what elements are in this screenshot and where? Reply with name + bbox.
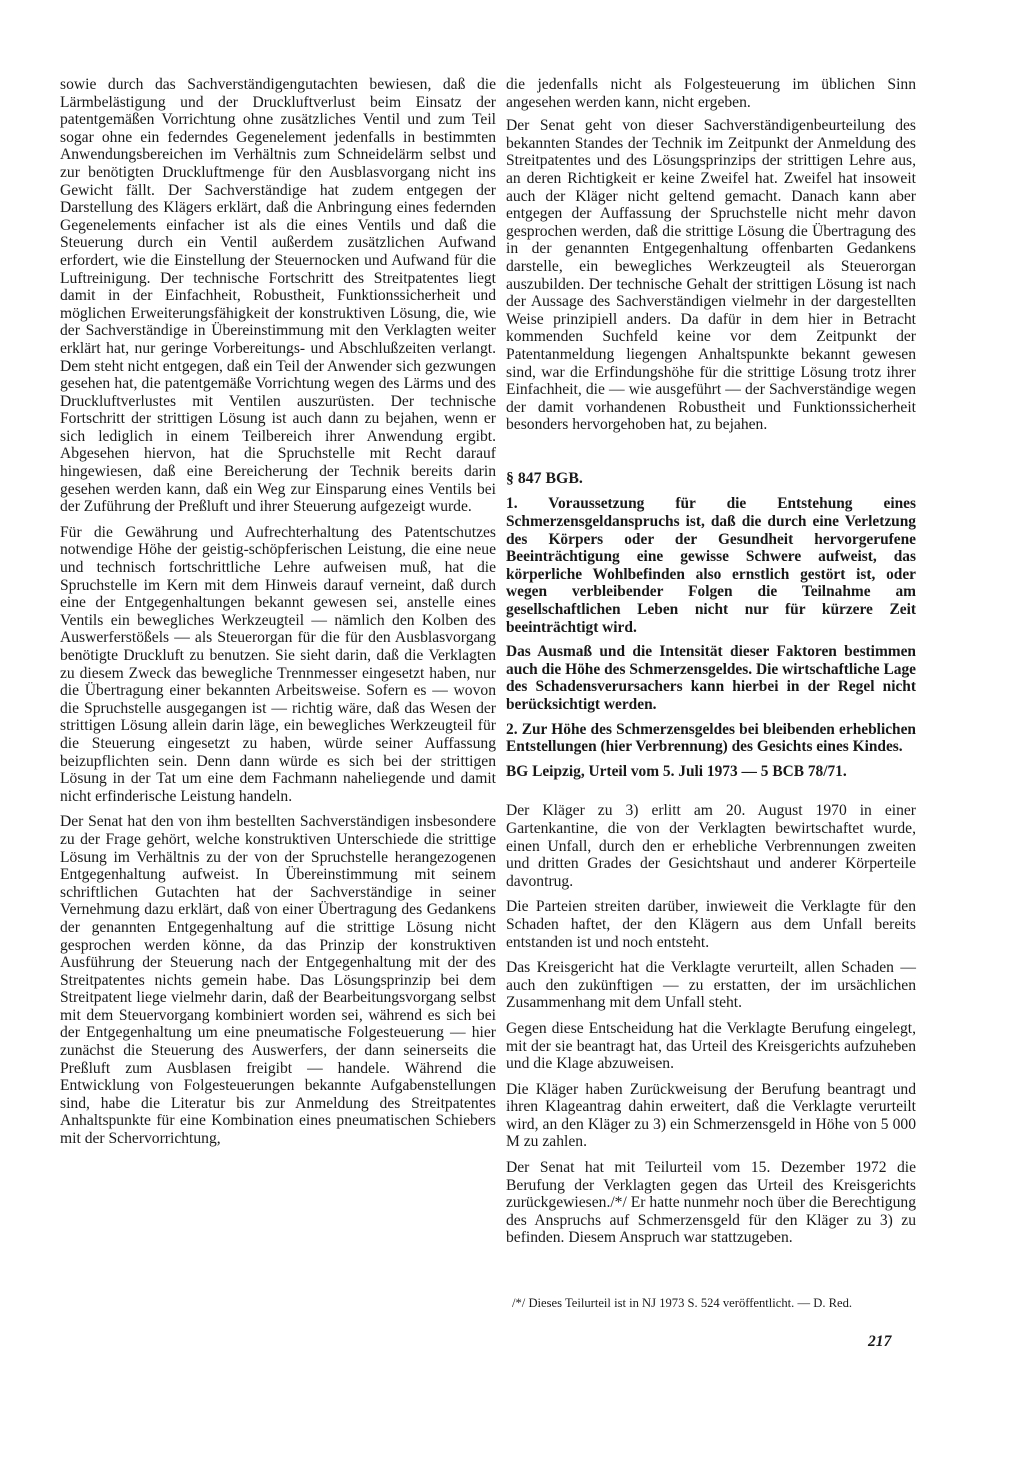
paragraph: Der Kläger zu 3) erlitt am 20. August 1970 in einer Gartenkantine, die von der Verklagten bewirtschaftet wurde, einen Unfall, durch den er erhebliche Verbrennungen zweiten und dritten Grades der Gesichtshaut und anderer Körperteile davontrug. [506, 802, 916, 890]
section-heading: § 847 BGB. [506, 469, 583, 487]
left-column [60, 76, 496, 1156]
page-number: 217 [868, 1333, 892, 1350]
paragraph: Der Senat hat den von ihm bestellten Sachverständigen insbesondere zu der Frage gehört, welche konstruktiven Unterschiede die strittige Lösung im Verhältnis zu der von der Spruchstelle herangezogenen Entgegenhaltung aufweist. In Übereinstimmung mit seinem schriftlichen Gutachten hat der Sachverständige in seiner Vernehmung dazu erklärt, daß von einer Übertragung des Gedankens der genannten Entgegenhaltung auf die strittige Lösung nicht gesprochen werden könne, da das Prinzip der konstruktiven Ausführung der Steuerung nach der Entgegenhaltung mit der des Streitpatentes nichts gemein habe. Das Lösungsprinzip bei dem Streitpatent liege vielmehr darin, daß der Bearbeitungsvorgang selbst mit dem Steuervorgang kombiniert worden sei, während es sich bei der Entgegenhaltung um eine pneumatische Folgesteuerung — hier zunächst die Steuerung des Auswerfers, der dann seinerseits die Preßluft zum Ausblasen freigibt — handele. Während die Entwicklung von Folgesteuerungen bekannte Aufgabenstellungen sind, habe die Literatur bis zur Anmeldung des Streitpatentes Anhaltspunkte für eine Kombination eines pneumatischen Schiebers mit der Schervorrichtung, [60, 813, 496, 1148]
headnote: 2. Zur Höhe des Schmerzensgeldes bei bleibenden erheblichen Entstellungen (hier Verbrennung) des Gesichts eines Kindes. [506, 720, 916, 756]
paragraph: Der Senat geht von dieser Sachverständigenbeurteilung des bekannten Standes der Technik im Zeitpunkt der Anmeldung des Streitpatentes und des Lösungsprinzips der strittigen Lehre aus, an deren Richtigkeit er keine Zweifel hat. Zweifel hat insoweit auch der Kläger nicht geltend gemacht. Danach kann aber entgegen der Auffassung der Spruchstelle nicht mehr davon gesprochen werden, daß die strittige Lösung die Übertragung des in der genannten Entgegenhaltung offenbarten Gedankens darstelle, ein bewegliches Werkzeugteil als Steuerorgan auszubilden. Der technische Gehalt der strittigen Lösung ist nach der Aussage des Sachverständigen vielmehr in der dargestellten Weise prinzipiell anders. Da dafür in dem hier in Betracht kommenden Suchfeld keine vor dem Zeitpunkt der Patentanmeldung liegengen Anhaltspunkte bekannt gewesen sind, war die Erfindungshöhe für die strittige Lösung trotz ihrer Einfachheit, die — wie ausgeführt — der Sachverständige wegen der damit vorhandenen Robustheit und Funktionssicherheit besonders hervorgehoben hat, zu bejahen. [506, 117, 916, 434]
headnote: 1. Voraussetzung für die Entstehung eines Schmerzensgeldanspruchs ist, daß die durch eine Verletzung des Körpers oder der Gesundheit hervorgerufene Beeinträchtigung eine gewisse Schwere aufweist, das körperliche Wohlbefinden also ernstlich gestört ist, oder wegen verbleibender Folgen die Teilnahme am gesellschaftlichen Leben nicht nur für kürzere Zeit beeinträchtigt wird. [506, 495, 916, 636]
case-citation: BG Leipzig, Urteil vom 5. Juli 1973 — 5 BCB 78/71. [506, 762, 847, 780]
paragraph: Für die Gewährung und Aufrechterhaltung des Patentschutzes notwendige Höhe der geistig-schöpferischen Leistung, die eine neue und technisch fortschrittliche Lehre aufweisen muß, hat die Spruchstelle im Kern mit dem Hinweis darauf verneint, daß durch eine der Entgegenhaltungen bekannt gewesen sei, anstelle eines Ventils ein bewegliches Werkzeugteil — nämlich den Kolben des Auswerferstößels — als Steuerorgan für die für den Ausblasvorgang benötigte Druckluft zu benutzen. Sie sieht darin, daß die Verklagten zu diesem Zweck das bewegliche Trennmesser eingesetzt haben, nur die Übertragung einer bekannten Arbeitsweise. Sofern es — wovon die Spruchstelle ausgegangen ist — richtig wäre, daß das Wesen der strittigen Lösung allein darin läge, ein bewegliches Werkzeugteil für die Steuerung eingesetzt zu haben, würde seiner Auffassung beizupflichten sein. Denn dann würde es sich bei der strittigen Lösung in der Tat um eine dem Fachmann naheliegende und damit nicht erfinderische Leistung handeln. [60, 523, 496, 805]
paragraph: Die Kläger haben Zurückweisung der Berufung beantragt und ihren Klageantrag dahin erweitert, daß die Verklagte verurteilt wird, an den Kläger zu 3) ein Schmerzensgeld in Höhe von 5 000 M zu zahlen. [506, 1080, 916, 1151]
footnote: /*/ Dieses Teilurteil ist in NJ 1973 S. 524 veröffentlicht. — D. Red. [512, 1296, 853, 1310]
right-column [506, 76, 916, 1255]
paragraph: Gegen diese Entscheidung hat die Verklagte Berufung eingelegt, mit der sie beantragt hat, das Urteil des Kreisgerichts aufzuheben und die Klage abzuweisen. [506, 1019, 916, 1073]
paragraph: Die Parteien streiten darüber, inwieweit die Verklagte für den Schaden haftet, der den Klägern aus dem Unfall bereits entstanden ist und noch entsteht. [506, 898, 916, 951]
paragraph: die jedenfalls nicht als Folgesteuerung im üblichen Sinn angesehen werden kann, nicht ergeben. [506, 76, 916, 111]
paragraph: Das Kreisgericht hat die Verklagte verurteilt, allen Schaden — auch den zukünftigen — zu erstatten, der im ursächlichen Zusammenhang mit dem Unfall steht. [506, 959, 916, 1012]
paragraph: sowie durch das Sachverständigengutachten bewiesen, daß die Lärmbelästigung und der Druckluftverlust beim Einsatz der patentgemäßen Vorrichtung ohne zusätzliches Ventil und zum Teil sogar ohne ein federndes Gegenelement jedenfalls in bestimmten Anwendungsbereichen im Verhältnis zum Schneidelärm selbst und zur benötigten Druckluftmenge für den Ausblasvorgang nicht ins Gewicht fällt. Der Sachverständige hat zudem entgegen der Darstellung des Klägers erklärt, daß die Anbringung eines federnden Gegenelements einfacher ist als die eines Ventils und daß die Steuerung durch ein Ventil außerdem zusätzlichen Aufwand erfordert, wie die Einstellung der Steuernocken und Aufwand für die Luftreinigung. Der technische Fortschritt des Streitpatentes liegt damit in der Einfachheit, Robustheit, Funktionssicherheit und möglichen Erweiterungsfähigkeit der konstruktiven Lösung, die, wie der Sachverständige in Übereinstimmung mit den Verklagten weiter erklärt hat, nur geringe Vorbereitungs- und Abschlußzeiten verlangt. Dem steht nicht entgegen, daß ein Teil der Anwender sich gezwungen gesehen hat, die patentgemäße Vorrichtung wegen des Lärms und des Druckluftverlustes mit Ventilen auszurüsten. Der technische Fortschritt der strittigen Lösung ist auch dann zu bejahen, wenn er sich lediglich in einem Teilbereich ihrer Anwendung ergibt. Abgesehen hiervon, hat die Spruchstelle mit Recht darauf hingewiesen, daß eine Bereicherung der Technik bereits darin gesehen werden kann, daß ein Weg zur Einsparung eines Ventils bei der Zuführung der Preßluft und ihrer Steuerung aufgezeigt wurde. [60, 76, 496, 516]
section-spacer [506, 442, 916, 470]
paragraph: Der Senat hat mit Teilurteil vom 15. Dezember 1972 die Berufung der Verklagten gegen das Urteil des Kreisgerichts zurückgewiesen./*/ Er hatte nunmehr noch über die Berechtigung des Anspruchs auf Schmerzensgeld für den Kläger zu 3) zu befinden. Diesem Anspruch war stattzugeben. [506, 1159, 916, 1247]
headnote: Das Ausmaß und die Intensität dieser Faktoren bestimmen auch die Höhe des Schmerzensgeldes. Die wirtschaftliche Lage des Schadensverursachers kann hierbei in der Regel nicht berücksichtigt werden. [506, 643, 916, 713]
